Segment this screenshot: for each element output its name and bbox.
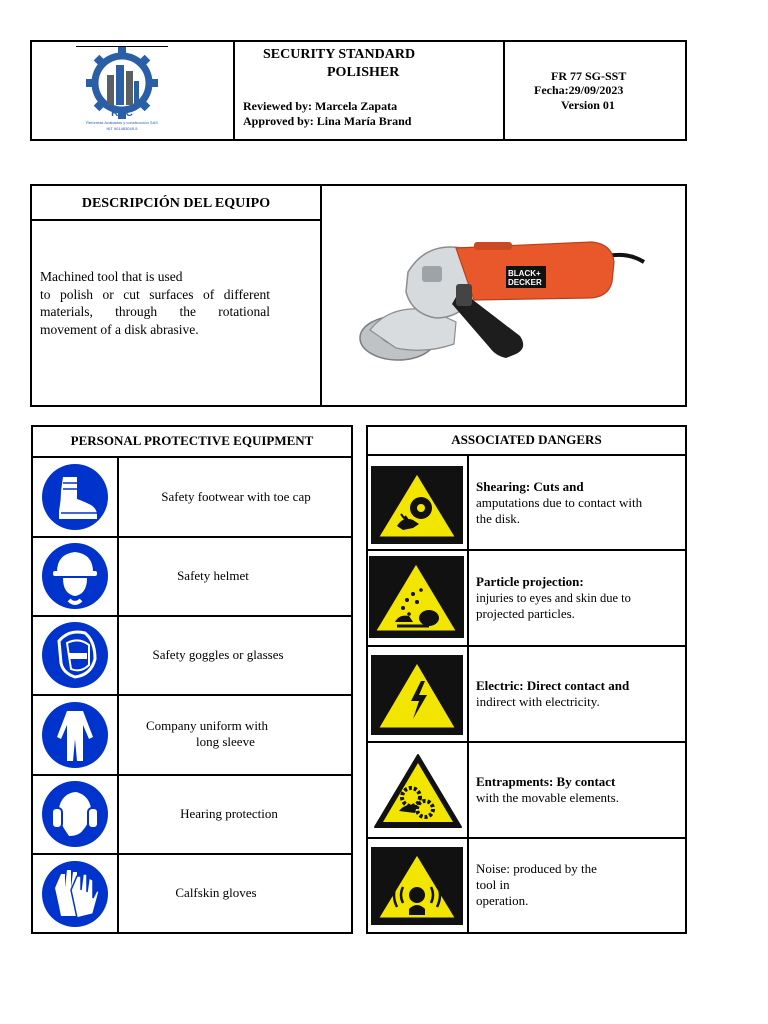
brand-line2: DECKER — [508, 278, 542, 287]
danger-description: the disk. — [476, 511, 521, 526]
ppe-heading-rule — [31, 456, 353, 458]
ppe-row-rule — [31, 536, 353, 538]
equipment-divider — [320, 184, 322, 407]
danger-text-electric — [476, 678, 684, 710]
ppe-row-rule — [31, 853, 353, 855]
doc-code: FR 77 SG-SST — [551, 69, 627, 83]
dangers-row-rule — [366, 837, 687, 839]
dangers-heading-rule — [366, 454, 687, 456]
ear-muffs-icon — [39, 778, 111, 850]
noise-hazard-icon — [371, 847, 463, 925]
danger-title: Entrapments: By contact — [476, 774, 616, 789]
logo-nit: NIT 901483045-5 — [106, 126, 138, 131]
danger-description: Noise: produced by the — [476, 861, 597, 876]
equipment-description-line1: Machined tool that is used — [40, 269, 183, 284]
ppe-label-footwear: Safety footwear with toe cap — [161, 489, 311, 504]
ppe-label-uniform-line2: long sleeve — [196, 734, 255, 749]
entrapment-hazard-icon — [371, 751, 465, 831]
danger-text-noise — [476, 861, 684, 909]
brand-line1: BLACK+ — [508, 269, 541, 278]
danger-title: Electric: Direct contact and — [476, 678, 630, 693]
particle-projection-icon — [369, 556, 464, 638]
ppe-label-uniform-line1: Company uniform with — [146, 718, 269, 733]
cutting-hazard-icon — [371, 466, 463, 544]
doc-date: Fecha:29/09/2023 — [534, 83, 624, 97]
danger-description: operation. — [476, 893, 529, 908]
dangers-row-rule — [366, 741, 687, 743]
boot-icon — [39, 461, 111, 533]
doc-title-line1: SECURITY STANDARD — [263, 47, 416, 62]
header-divider-1 — [233, 40, 235, 141]
ppe-label-helmet: Safety helmet — [177, 568, 249, 583]
equipment-description-rest: to polish or cut surfaces of different materials, through the rotational movement of a disk abrasive. — [40, 286, 270, 337]
danger-title: Shearing: Cuts and — [476, 479, 584, 494]
danger-title: Particle projection: — [476, 574, 584, 589]
ppe-row-rule — [31, 694, 353, 696]
logo-text: RAC — [111, 108, 133, 119]
angle-grinder-image — [356, 232, 651, 368]
danger-description: amputations due to contact with — [476, 495, 643, 510]
ppe-row-rule — [31, 615, 353, 617]
company-logo — [74, 45, 170, 135]
equipment-description — [40, 268, 270, 338]
equipment-heading-rule — [30, 219, 321, 221]
ppe-label-goggles: Safety goggles or glasses — [152, 647, 284, 662]
equipment-heading: DESCRIPCIÓN DEL EQUIPO — [81, 196, 271, 211]
ppe-row-rule — [31, 774, 353, 776]
danger-description: injuries to eyes and skin due to — [476, 591, 631, 605]
dangers-row-rule — [366, 645, 687, 647]
logo-subtext: Reformas Acabados y construcción SAS — [86, 120, 158, 125]
danger-description: tool in — [476, 877, 510, 892]
electric-hazard-icon — [371, 655, 463, 735]
danger-text-entrapment — [476, 774, 684, 806]
coverall-icon — [39, 699, 111, 771]
header-divider-2 — [503, 40, 505, 141]
reviewed-by: Reviewed by: Marcela Zapata — [243, 99, 398, 113]
danger-description: projected particles. — [476, 606, 575, 621]
ppe-heading: PERSONAL PROTECTIVE EQUIPMENT — [70, 433, 314, 448]
danger-text-particles — [476, 574, 684, 622]
doc-version: Version 01 — [561, 98, 615, 112]
danger-description: with the movable elements. — [476, 790, 619, 805]
dangers-divider — [467, 454, 469, 934]
danger-text-shearing — [476, 479, 684, 527]
doc-title-line2: POLISHER — [327, 65, 400, 80]
ppe-label-hearing: Hearing protection — [180, 806, 278, 821]
approved-by: Approved by: Lina María Brand — [243, 114, 412, 128]
dangers-row-rule — [366, 549, 687, 551]
dangers-heading: ASSOCIATED DANGERS — [451, 432, 602, 447]
ppe-label-gloves: Calfskin gloves — [175, 885, 257, 900]
danger-description: indirect with electricity. — [476, 694, 600, 709]
